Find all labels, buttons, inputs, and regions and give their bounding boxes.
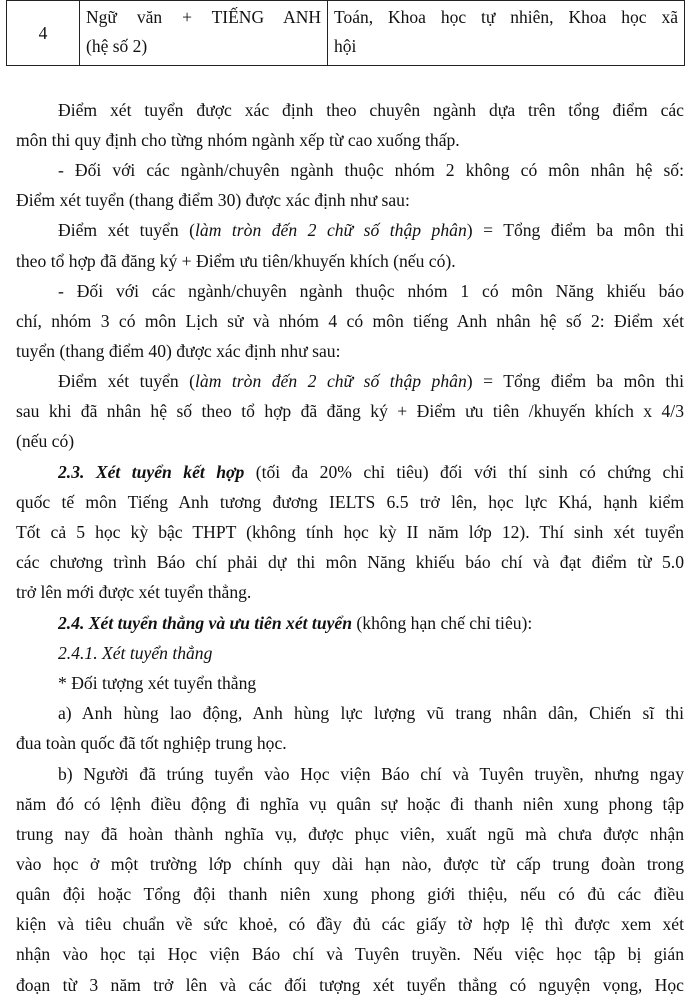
subject-group-cell xyxy=(80,1,328,66)
subsection-2-4-1-heading: 2.4.1. Xét tuyển thẳng xyxy=(58,643,213,663)
paragraph-line: Điểm xét tuyển (thang điểm 30) được xác định như sau: xyxy=(16,190,410,210)
paragraph-line: quốc tế môn Tiếng Anh tương đương IELTS 6.5 trở lên, học lực Khá, hạnh kiểm xyxy=(16,492,684,512)
paragraph-line: (nếu có) xyxy=(16,431,75,451)
paragraph-line: nhận vào học tại Học viện Báo chí và Tuyên truyền. Nếu việc học tập bị gián xyxy=(16,944,684,964)
paragraph-line: trung nay đã hoàn thành nghĩa vụ, được phục viên, xuất ngũ mà chưa được nhận xyxy=(16,824,684,844)
paragraph-line: vào học ở một trường lớp chính quy dài hạn nào, được từ cấp trung đoàn trong xyxy=(16,854,684,874)
section-2-3-line xyxy=(58,461,684,483)
paragraph-line: b) Người đã trúng tuyển vào Học viện Báo chí và Tuyên truyền, nhưng ngay xyxy=(58,764,684,784)
object-heading: * Đối tượng xét tuyển thẳng xyxy=(58,673,257,693)
paragraph-line: - Đối với các ngành/chuyên ngành thuộc nhóm 2 không có môn nhân hệ số: xyxy=(58,160,684,180)
paragraph-line: trở lên mới được xét tuyển thẳng. xyxy=(16,582,252,602)
section-2-4-line xyxy=(58,612,684,634)
formula-line xyxy=(58,370,684,392)
section-2-3-heading: 2.3. Xét tuyển kết hợp xyxy=(58,462,245,482)
subjects-line-1: Toán, Khoa học tự nhiên, Khoa học xã xyxy=(334,7,678,27)
table-row xyxy=(7,1,685,66)
paragraph-line: năm đó có lệnh điều động đi nghĩa vụ quân sự hoặc đi thanh niên xung phong tập xyxy=(16,794,684,814)
paragraph-line: a) Anh hùng lao động, Anh hùng lực lượng vũ trang nhân dân, Chiến sĩ thi xyxy=(58,703,684,723)
formula-label: Điểm xét tuyển ( xyxy=(58,220,196,240)
formula-text: ) = Tổng điểm ba môn thi xyxy=(466,371,684,391)
section-2-4-heading: 2.4. Xét tuyển thẳng và ưu tiên xét tuyển xyxy=(58,613,353,633)
paragraph-line: quân đội hoặc Tổng đội thanh niên xung phong giới thiệu, nếu có đủ các điều xyxy=(16,884,684,904)
paragraph-line: sau khi đã nhân hệ số theo tổ hợp đã đăng ký + Điểm ưu tiên /khuyến khích x 4/3 xyxy=(16,401,684,421)
subjects-line-2: hội xyxy=(334,36,357,56)
paragraph-line: tuyển (thang điểm 40) được xác định như sau: xyxy=(16,341,341,361)
paragraph-line: kiện và tiêu chuẩn về sức khoẻ, có đầy đủ các giấy tờ hợp lệ thì được xem xét xyxy=(16,914,684,934)
subjects-cell xyxy=(328,1,685,66)
paragraph-line: Điểm xét tuyển được xác định theo chuyên ngành dựa trên tổng điểm các xyxy=(58,100,684,120)
section-2-3-text: (tối đa 20% chỉ tiêu) đối với thí sinh có chứng chỉ xyxy=(244,462,684,482)
paragraph-line: đoạn từ 3 năm trở lên và các đối tượng xét tuyển thẳng có nguyện vọng, Học xyxy=(16,975,684,995)
group-line-1: Ngữ văn + TIẾNG ANH xyxy=(86,7,321,27)
row-number-cell: 4 xyxy=(7,1,80,66)
paragraph-line: - Đối với các ngành/chuyên ngành thuộc nhóm 1 có môn Năng khiếu báo xyxy=(58,281,684,301)
paragraph-line: môn thi quy định cho từng nhóm ngành xếp từ cao xuống thấp. xyxy=(16,130,460,150)
group-line-2: (hệ số 2) xyxy=(86,36,148,56)
paragraph-line: Tốt cả 5 học kỳ bậc THPT (không tính học kỳ II năm lớp 12). Thí sinh xét tuyển xyxy=(16,522,684,542)
subject-group-table xyxy=(6,0,685,66)
formula-line xyxy=(58,219,684,241)
formula-text: ) = Tổng điểm ba môn thi xyxy=(466,220,684,240)
formula-label: Điểm xét tuyển ( xyxy=(58,371,196,391)
rounding-note: làm tròn đến 2 chữ số thập phân xyxy=(195,371,467,391)
rounding-note: làm tròn đến 2 chữ số thập phân xyxy=(195,220,467,240)
paragraph-line: các chương trình Báo chí phải dự thi môn Năng khiếu báo chí và đạt điểm từ 5.0 xyxy=(16,552,684,572)
paragraph-line: theo tổ hợp đã đăng ký + Điểm ưu tiên/khuyến khích (nếu có). xyxy=(16,251,456,271)
section-2-4-text: (không hạn chế chỉ tiêu): xyxy=(352,613,533,633)
paragraph-line: đua toàn quốc đã tốt nghiệp trung học. xyxy=(16,733,287,753)
paragraph-line: chí, nhóm 3 có môn Lịch sử và nhóm 4 có môn tiếng Anh nhân hệ số 2: Điểm xét xyxy=(16,311,684,331)
